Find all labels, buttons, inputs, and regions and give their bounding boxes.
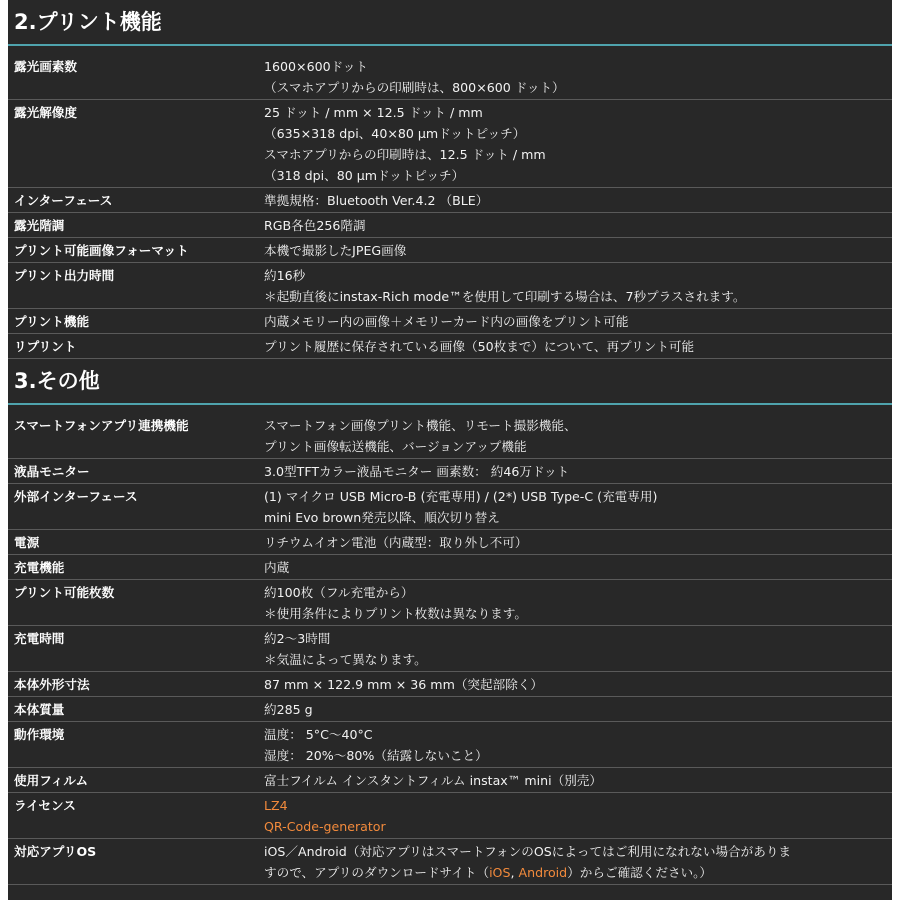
spec-value — [264, 240, 892, 261]
spec-row — [8, 188, 892, 213]
spec-value-line: （318 dpi、80 μmドットピッチ） — [264, 167, 465, 183]
android-download-link[interactable]: Android — [518, 864, 568, 880]
spec-label: 液晶モニター — [14, 463, 90, 479]
section-other — [8, 359, 892, 885]
spec-label: 本体外形寸法 — [14, 676, 90, 692]
spec-panel — [8, 0, 892, 900]
spec-value-line: 約100枚（フル充電から） — [264, 584, 414, 600]
spec-value-line: 本機で撮影したJPEG画像 — [264, 242, 407, 258]
spec-value — [264, 557, 892, 578]
spec-label: 露光階調 — [14, 217, 65, 233]
section-print-features — [8, 0, 892, 359]
spec-row — [8, 555, 892, 580]
spec-row — [8, 54, 892, 100]
spec-row — [8, 697, 892, 722]
spec-label: 充電時間 — [14, 630, 65, 646]
spec-value-line: ＊起動直後にinstax-Rich mode™を使用して印刷する場合は、7秒プラスされます。 — [264, 288, 746, 304]
license-link-qr-code-generator[interactable]: QR-Code-generator — [264, 818, 386, 834]
spec-row-app-os — [8, 839, 892, 885]
spec-value-line: 1600×600ドット — [264, 58, 368, 74]
spec-row-license — [8, 793, 892, 839]
spec-row — [8, 100, 892, 188]
spec-row — [8, 238, 892, 263]
os-note-text: すので、アプリのダウンロードサイト（ — [264, 864, 490, 880]
spec-value-line: （635×318 dpi、40×80 μmドットピッチ） — [264, 125, 526, 141]
spec-value-line: ＊気温によって異なります。 — [264, 651, 427, 667]
spec-row — [8, 530, 892, 555]
spec-value-line: 3.0型TFTカラー液晶モニター 画素数： 約46万ドット — [264, 463, 570, 479]
spec-value — [264, 841, 892, 883]
spec-value — [264, 674, 892, 695]
os-note-line-1: iOS／Android（対応アプリはスマートフォンのOSによってはご利用になれない場合がありま — [264, 843, 792, 859]
spec-value-line: ＊使用条件によりプリント枚数は異なります。 — [264, 605, 527, 621]
spec-row — [8, 309, 892, 334]
spec-value-line: 内蔵 — [264, 559, 290, 575]
spec-row — [8, 626, 892, 672]
spec-row — [8, 263, 892, 309]
spec-value — [264, 770, 892, 791]
spec-value-line: 87 mm × 122.9 mm × 36 mm（突起部除く） — [264, 676, 543, 692]
spec-row — [8, 459, 892, 484]
spec-value-line: プリント画像転送機能、バージョンアップ機能 — [264, 438, 527, 454]
spec-table — [8, 54, 892, 359]
spec-value-line: プリント履歴に保存されている画像（50枚まで）について、再プリント可能 — [264, 338, 695, 354]
spec-value-line: 約2～3時間 — [264, 630, 331, 646]
spec-value-line: RGB各色256階調 — [264, 217, 366, 233]
spec-value — [264, 415, 892, 457]
spec-label: 動作環境 — [14, 726, 65, 742]
license-link-lz4[interactable]: LZ4 — [264, 797, 288, 813]
spec-value — [264, 628, 892, 670]
spec-value-line: （スマホアプリからの印刷時は、800×600 ドット） — [264, 79, 565, 95]
spec-value — [264, 724, 892, 766]
spec-value — [264, 486, 892, 528]
spec-label: 使用フィルム — [14, 772, 89, 788]
spec-label: インターフェース — [14, 192, 113, 208]
spec-label: スマートフォンアプリ連携機能 — [14, 417, 189, 433]
os-note-separator: , — [510, 864, 519, 880]
spec-value — [264, 699, 892, 720]
section-divider — [8, 403, 892, 405]
spec-value — [264, 795, 892, 837]
spec-row — [8, 484, 892, 530]
spec-value — [264, 56, 892, 98]
spec-row — [8, 768, 892, 793]
spec-label: プリント機能 — [14, 313, 90, 329]
os-note-line-2 — [264, 862, 892, 883]
spec-value — [264, 336, 892, 357]
spec-label: 対応アプリOS — [14, 843, 97, 859]
spec-row — [8, 213, 892, 238]
spec-row — [8, 413, 892, 459]
spec-table — [8, 413, 892, 793]
spec-value — [264, 582, 892, 624]
spec-value-line: (1) マイクロ USB Micro-B (充電専用) / (2*) USB Type-C (充電専用) — [264, 488, 658, 504]
spec-value — [264, 461, 892, 482]
spec-value — [264, 311, 892, 332]
spec-value — [264, 190, 892, 211]
spec-row — [8, 580, 892, 626]
spec-value — [264, 532, 892, 553]
ios-download-link[interactable]: iOS — [489, 864, 511, 880]
section-divider — [8, 44, 892, 46]
spec-value-line: 内蔵メモリー内の画像＋メモリーカード内の画像をプリント可能 — [264, 313, 629, 329]
spec-label: プリント出力時間 — [14, 267, 115, 283]
spec-value-line: スマホアプリからの印刷時は、12.5 ドット / mm — [264, 146, 546, 162]
spec-label: 充電機能 — [14, 559, 65, 575]
spec-label: 本体質量 — [14, 701, 65, 717]
spec-value-line: リチウムイオン電池（内蔵型：取り外し不可） — [264, 534, 528, 550]
spec-value — [264, 265, 892, 307]
spec-value-line: 準拠規格：Bluetooth Ver.4.2 （BLE） — [264, 192, 489, 208]
section-title: 3.その他 — [14, 369, 100, 393]
section-title: 2.プリント機能 — [14, 10, 162, 34]
spec-row — [8, 672, 892, 697]
spec-value-line: 温度： 5°C～40°C — [264, 726, 373, 742]
spec-value — [264, 215, 892, 236]
spec-value — [264, 102, 892, 186]
spec-value-line: 富士フイルム インスタントフィルム instax™ mini（別売） — [264, 772, 602, 788]
spec-label: 露光画素数 — [14, 58, 77, 74]
spec-value-line: 約285 g — [264, 701, 313, 717]
os-note-text: ）からご確認ください。） — [567, 864, 713, 880]
spec-label: プリント可能枚数 — [14, 584, 115, 600]
spec-row — [8, 722, 892, 768]
spec-label: リプリント — [14, 338, 77, 354]
spec-value-line: 25 ドット / mm × 12.5 ドット / mm — [264, 104, 483, 120]
spec-value-line: 湿度： 20%～80%（結露しないこと） — [264, 747, 488, 763]
spec-label: プリント可能画像フォーマット — [14, 242, 189, 258]
spec-label: 外部インターフェース — [14, 488, 138, 504]
spec-value-line: 約16秒 — [264, 267, 306, 283]
spec-value-line: mini Evo brown発売以降、順次切り替え — [264, 509, 500, 525]
spec-label: 露光解像度 — [14, 104, 77, 120]
spec-value-line: スマートフォン画像プリント機能、リモート撮影機能、 — [264, 417, 577, 433]
spec-label: 電源 — [14, 534, 40, 550]
spec-label: ライセンス — [14, 797, 76, 813]
spec-row — [8, 334, 892, 359]
